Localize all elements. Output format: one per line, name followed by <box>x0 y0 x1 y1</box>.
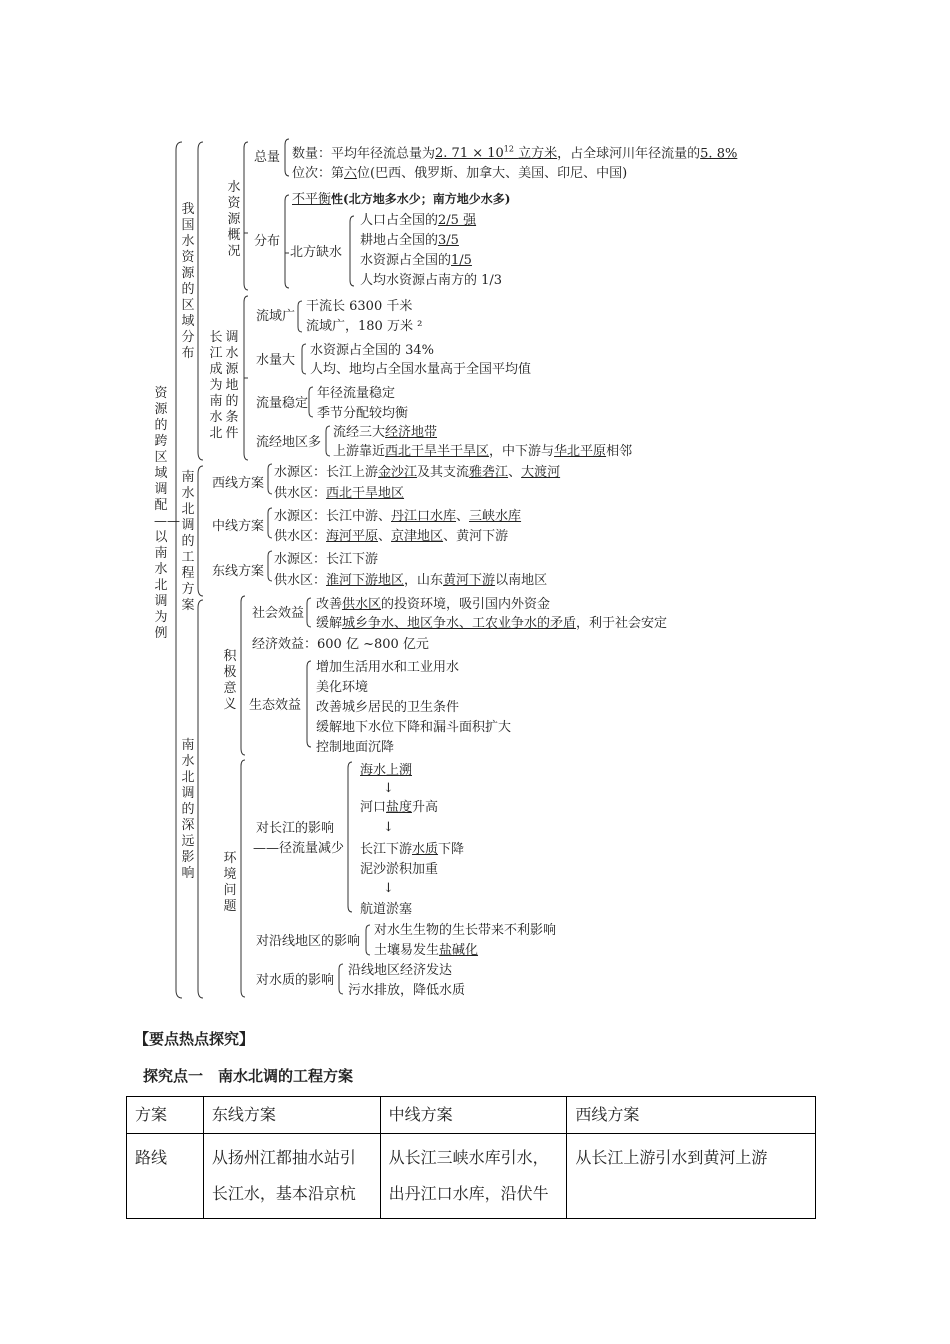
label-social: 社会效益 <box>252 606 305 621</box>
label-changjiang-effect-sub: ——径流量减少 <box>253 841 345 856</box>
table-cell: 从长江三峡水库引水，出丹江口水库，沿伏牛 <box>380 1134 567 1219</box>
row-quantity: 数量：平均年径流总量为2. $71 \times 10^{12}$ 立方米，占全球河川年径流量的5. 8% <box>292 145 738 162</box>
row-social-1: 改善供水区的投资环境，吸引国内外资金 <box>316 597 551 612</box>
label-distribution: 分布 <box>254 234 281 249</box>
row-eco-3: 改善城乡居民的卫生条件 <box>316 700 460 715</box>
row-economic: 经济效益：600 亿 ~800 亿元 <box>252 637 429 652</box>
label-water-quality: 对水质的影响 <box>256 973 335 988</box>
label-north-shortage: 北方缺水 <box>290 245 343 260</box>
projects-table <box>126 1096 816 1219</box>
row-stable-2: 季节分配较均衡 <box>317 406 409 421</box>
row-basin-2: 流域广，180 万米 ² <box>306 319 423 334</box>
row-stable-1: 年径流量稳定 <box>317 386 396 401</box>
row-along-2: 土壤易发生盐碱化 <box>374 943 479 958</box>
branch-positive: 积极意义 <box>223 649 237 712</box>
chain-arrow-3: ↓ <box>383 881 394 896</box>
label-total: 总量 <box>254 150 281 165</box>
table-header-row <box>127 1097 816 1134</box>
row-uneven: 不平衡性(北方地多水少；南方地少水多) <box>292 192 511 207</box>
row-eco-1: 增加生活用水和工业用水 <box>316 660 460 675</box>
table-header-cell: 西线方案 <box>567 1097 816 1134</box>
row-volume-1: 水资源占全国的 34% <box>310 343 435 358</box>
label-regions: 流经地区多 <box>256 435 322 450</box>
row-wq-2: 污水排放，降低水质 <box>348 983 466 998</box>
branch-environment: 环境问题 <box>223 851 237 914</box>
table-cell: 路线 <box>127 1134 204 1219</box>
label-stable: 流量稳定 <box>256 396 309 411</box>
row-middle-source: 水源区：长江中游、丹江口水库、三峡水库 <box>274 509 522 524</box>
label-changjiang-effect: 对长江的影响 <box>256 821 335 836</box>
table-header-cell: 方案 <box>127 1097 204 1134</box>
chain-arrow-1: ↓ <box>383 781 394 796</box>
row-north-3: 水资源占全国的1/5 <box>360 253 472 268</box>
subsection-heading: 探究点一 南水北调的工程方案 <box>143 1067 354 1085</box>
table-header-cell: 中线方案 <box>380 1097 567 1134</box>
root-label: 资源的跨区域调配——以南水北调为例 <box>154 386 180 641</box>
row-eco-2: 美化环境 <box>316 680 369 695</box>
branch-distribution: 我国水资源的区域分布 <box>181 202 195 361</box>
section-heading: 【要点热点探究】 <box>134 1030 255 1048</box>
row-basin-1: 干流长 6300 千米 <box>306 299 413 314</box>
row-wq-1: 沿线地区经济发达 <box>348 963 453 978</box>
row-eco-5: 控制地面沉降 <box>316 740 395 755</box>
row-social-2: 缓解城乡争水、地区争水、工农业争水的矛盾，利于社会安定 <box>316 616 668 631</box>
chain-4: 泥沙淤积加重 <box>360 862 439 877</box>
label-volume: 水量大 <box>256 353 296 368</box>
row-east-supply: 供水区：淮河下游地区，山东黄河下游以南地区 <box>274 573 548 588</box>
table-row <box>127 1134 816 1219</box>
chain-arrow-2: ↓ <box>383 820 394 835</box>
label-along-effect: 对沿线地区的影响 <box>256 934 361 949</box>
table-cell: 从长江上游引水到黄河上游 <box>567 1134 816 1219</box>
row-north-4: 人均水资源占南方的 1/3 <box>360 273 503 288</box>
branch-engineering: 南水北调的工程方案 <box>181 470 195 613</box>
branch-water-overview: 水资源概况 <box>227 180 241 259</box>
row-regions-1: 流经三大经济地带 <box>333 425 438 440</box>
row-north-2: 耕地占全国的3/5 <box>360 233 459 248</box>
row-along-1: 对水生生物的生长带来不利影响 <box>374 923 557 938</box>
label-middle: 中线方案 <box>212 519 265 534</box>
row-rank: 位次：第六位(巴西、俄罗斯、加拿大、美国、印尼、中国) <box>292 166 628 181</box>
branch-changjiang: 调水源地的条件 长江成为南水北 <box>209 330 239 441</box>
chain-3: 长江下游水质下降 <box>360 842 465 857</box>
row-regions-2: 上游靠近西北干旱半干旱区，中下游与华北平原相邻 <box>333 444 633 459</box>
chain-1: 海水上溯 <box>360 763 413 778</box>
row-west-supply: 供水区：西北干旱地区 <box>274 486 405 501</box>
label-ecological: 生态效益 <box>249 698 302 713</box>
row-volume-2: 人均、地均占全国水量高于全国平均值 <box>310 362 532 377</box>
branch-impact: 南水北调的深远影响 <box>181 738 195 881</box>
label-basin: 流域广 <box>256 309 296 324</box>
row-middle-supply: 供水区：海河平原、京津地区、黄河下游 <box>274 529 509 544</box>
chain-5: 航道淤塞 <box>360 902 413 917</box>
row-east-source: 水源区：长江下游 <box>274 552 379 567</box>
chain-2: 河口盐度升高 <box>360 800 439 815</box>
table-header-cell: 东线方案 <box>203 1097 380 1134</box>
row-west-source: 水源区：长江上游金沙江及其支流雅砻江、大渡河 <box>274 465 561 480</box>
label-east: 东线方案 <box>212 564 265 579</box>
table-cell: 从扬州江都抽水站引长江水，基本沿京杭 <box>203 1134 380 1219</box>
row-north-1: 人口占全国的2/5 强 <box>360 213 477 228</box>
label-west: 西线方案 <box>212 476 265 491</box>
row-eco-4: 缓解地下水位下降和漏斗面积扩大 <box>316 720 512 735</box>
